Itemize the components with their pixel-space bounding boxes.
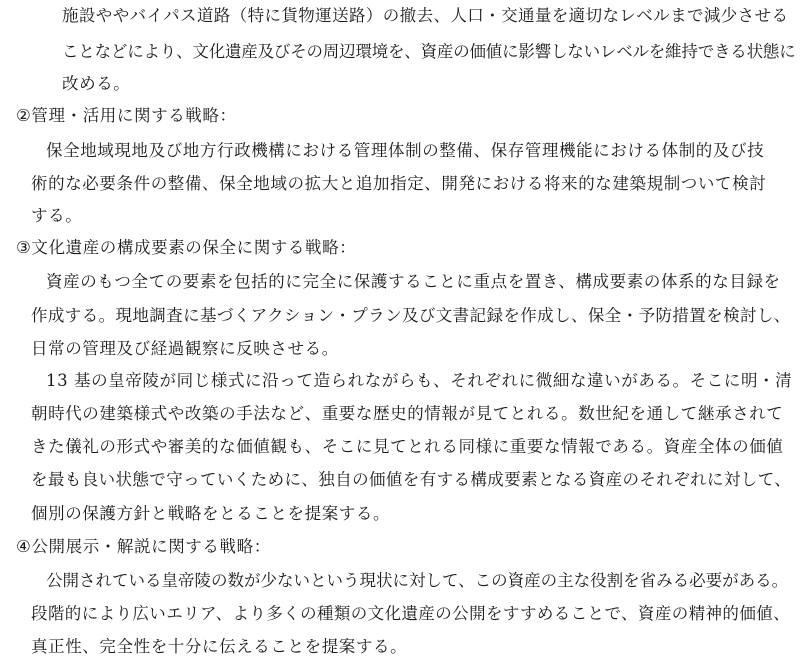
section-3-line-2: 作成する。現地調査に基づくアクション・プラン及び文書記録を作成し、保全・予防措置を検討し、 — [31, 306, 791, 325]
section-2-line-1: 保全地域現地及び地方行政機構における管理体制の整備、保存管理機能における体制的及び技 — [46, 141, 765, 160]
section-3-line-4: 13 基の皇帝陵が同じ様式に沿って造られながらも、それぞれに微細な違いがある。そこに明・清 — [46, 371, 793, 390]
section-4-line-3: 真正性、完全性を十分に伝えることを提案する。 — [31, 637, 408, 656]
intro-line-1: 施設ややバイパス道路（特に貨物運送路）の撤去、人口・交通量を適切なレベルまで減少させる — [62, 6, 789, 25]
section-2-heading: ②管理・活用に関する戦略： — [16, 106, 237, 125]
section-3-line-6: きた儀礼の形式や審美的な価値観も、そこに見てとれる同様に重要な情報である。資産全体の価値 — [31, 437, 784, 456]
section-2-line-2: 術的な必要条件の整備、保全地域の拡大と追加指定、開発における将来的な建築規制ついて検討 — [31, 174, 767, 193]
section-3-line-3: 日常の管理及び経過観察に反映させる。 — [31, 339, 339, 358]
section-3-line-8: 個別の保護方針と戦略をとることを提案する。 — [31, 504, 391, 523]
section-4-line-2: 段階的により広いエリア、より多くの種類の文化遺産の公開をすすめることで、資産の精神的価値、 — [31, 604, 791, 623]
section-3-heading: ③文化遺産の構成要素の保全に関する戦略： — [16, 238, 357, 257]
intro-line-3: 改める。 — [62, 74, 131, 93]
intro-line-2: ことなどにより、文化遺産及びその周辺環境を、資産の価値に影響しないレベルを維持できる状態に — [62, 42, 796, 61]
section-4-heading: ④公開展示・解説に関する戦略： — [16, 537, 271, 556]
section-3-line-1: 資産のもつ全ての要素を包括的に完全に保護することに重点を置き、構成要素の体系的な目録を — [46, 272, 781, 291]
section-4-line-1: 公開されている皇帝陵の数が少ないという現状に対して、この資産の主な役割を省みる必要がある。 — [46, 571, 789, 590]
section-2-line-3: する。 — [31, 206, 83, 225]
section-3-line-5: 朝時代の建築様式や改築の手法など、重要な歴史的情報が見てとれる。数世紀を通して継承されて — [31, 404, 784, 423]
section-3-line-7: を最も良い状態で守っていくために、独自の価値を有する構成要素となる資産のそれぞれに対して、 — [31, 470, 792, 489]
